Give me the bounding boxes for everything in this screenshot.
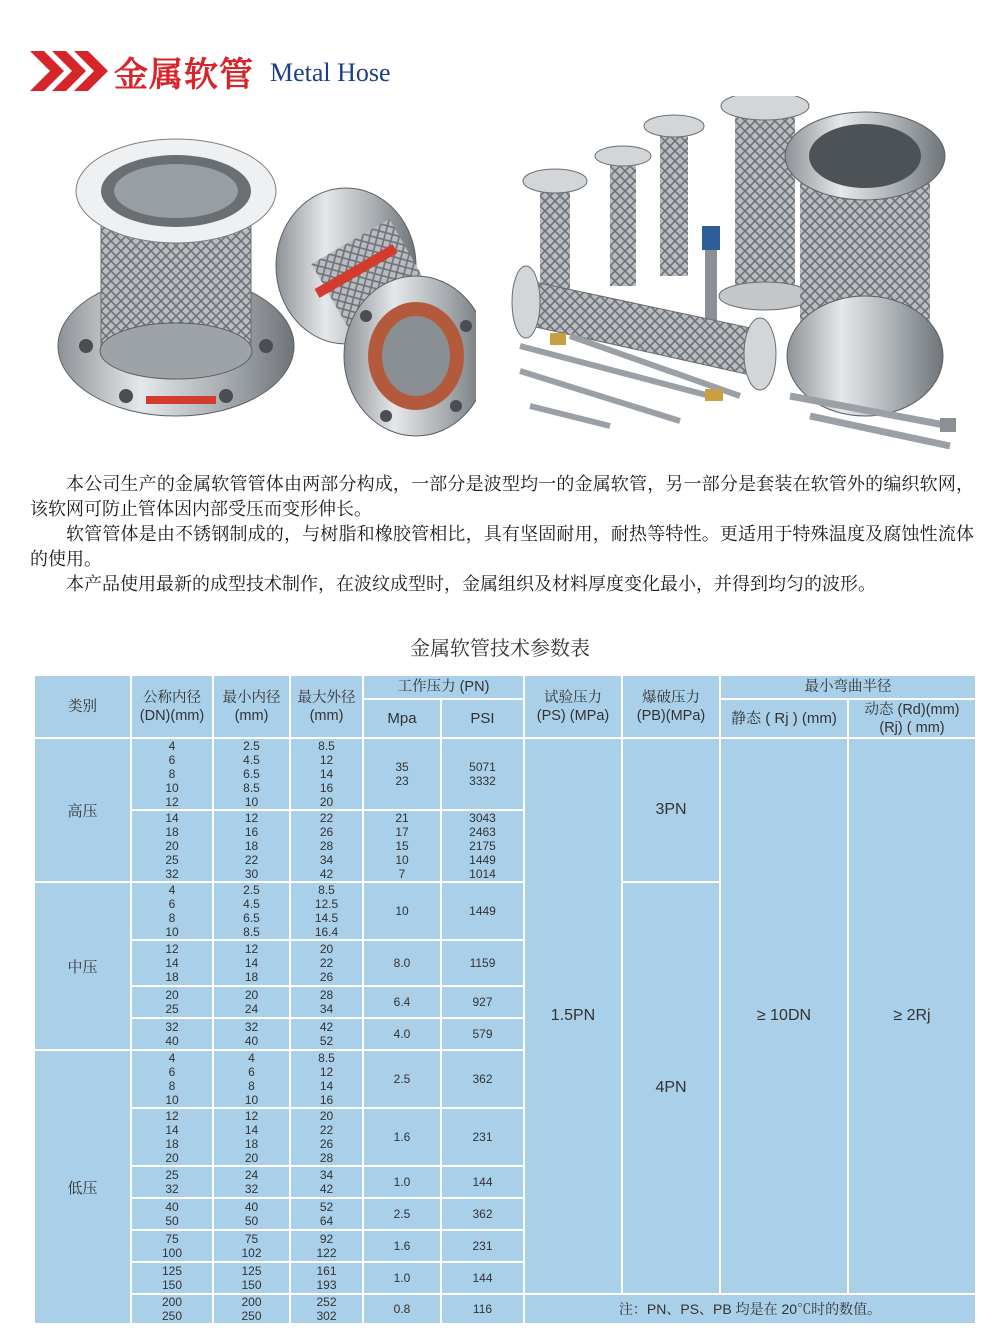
spec-table-body [34,738,976,1324]
cell-value: 122 [316,1246,337,1260]
mpa-cell [363,1294,441,1324]
min-id-cell [213,882,290,940]
min-id-cell [213,1262,290,1294]
cell-value: 12 [244,811,259,825]
max-od-cell [290,1166,363,1198]
cell-value: 75 [244,1232,259,1246]
mpa-cell [363,810,441,882]
cell-value: 8.5 [318,883,335,897]
cell-value: 52 [319,1200,334,1214]
cell-value: 10 [165,925,179,939]
cell-value: 6.5 [243,911,260,925]
psi-cell [441,810,524,882]
max-od-cell [290,940,363,986]
cell-value: 14.5 [314,911,339,925]
cell-value: 8.5 [243,781,260,795]
psi-cell [441,738,524,810]
cell-value: 18 [165,970,179,984]
cell-value: 6.4 [393,995,411,1009]
cell-value: 20 [319,1109,334,1123]
mpa-cell [363,1018,441,1050]
cell-value: 14 [319,767,334,781]
cell-value: 20 [244,988,259,1002]
cell-value: 10 [165,1093,179,1107]
psi-cell [441,940,524,986]
cell-value: 10 [395,904,409,918]
max-od-cell [290,1198,363,1230]
dn-cell [131,986,213,1018]
max-od-cell [290,1262,363,1294]
cell-value: 6 [248,1065,255,1079]
cell-value: 6.5 [243,767,260,781]
cell-value: 362 [472,1072,493,1086]
header-test-pressure: 试验压力 (PS) (MPa) [524,675,622,738]
cell-value: 75 [165,1232,179,1246]
cell-value: 2.5 [243,739,260,753]
cell-value: 34 [319,1168,334,1182]
cell-value: 32 [244,1020,259,1034]
dynamic-radius-value: ≥ 2Rj [848,738,976,1294]
cell-value: 161 [316,1264,337,1278]
cell-value: 14 [244,956,259,970]
cell-value: 12 [319,753,334,767]
header-dynamic: 动态 (Rd)(mm) (Rj) ( mm) [848,699,976,738]
cell-value: 5071 [469,760,496,774]
psi-cell [441,882,524,940]
mpa-cell [363,738,441,810]
cell-value: 26 [319,970,334,984]
dn-cell [131,1198,213,1230]
cell-value: 8.5 [243,925,260,939]
table-row [34,1294,976,1324]
cell-value: 1014 [469,867,496,881]
cell-value: 927 [472,995,493,1009]
cell-value: 4.5 [243,753,260,767]
cell-value: 14 [244,1123,259,1137]
cell-value: 12 [244,1109,259,1123]
cell-value: 144 [472,1271,493,1285]
cell-value: 22 [319,811,334,825]
cell-value: 1.0 [393,1175,411,1189]
cell-value: 1449 [469,904,496,918]
dn-cell [131,940,213,986]
cell-value: 125 [241,1264,262,1278]
cell-value: 8.0 [393,956,411,970]
cell-value: 8.5 [318,739,335,753]
cell-value: 40 [165,1034,179,1048]
cell-value: 24 [244,1002,259,1016]
max-od-cell [290,810,363,882]
cell-value: 116 [472,1302,493,1316]
mpa-cell [363,1050,441,1108]
cell-value: 25 [165,1168,179,1182]
cell-value: 40 [244,1200,259,1214]
cell-value: 24 [244,1168,259,1182]
cell-value: 102 [241,1246,262,1260]
cell-value: 17 [395,825,409,839]
min-id-cell [213,1230,290,1262]
max-od-cell [290,882,363,940]
max-od-cell [290,1108,363,1166]
intro-paragraph-1: 本公司生产的金属软管管体由两部分构成，一部分是波型均一的金属软管，另一部分是套装在软管外的编织软网，该软网可防止管体因内部受压而变形伸长。 [30,474,974,520]
cell-value: 18 [244,970,259,984]
header-dn: 公称内径 (DN)(mm) [131,675,213,738]
page-title-en: Metal Hose [270,58,391,87]
cell-value: 28 [319,839,334,853]
mpa-cell [363,1198,441,1230]
cell-value: 2175 [469,839,496,853]
static-radius-value: ≥ 10DN [720,738,848,1294]
cell-value: 10 [244,1093,259,1107]
max-od-cell [290,738,363,810]
cell-value: 4 [168,739,176,753]
cell-value: 20 [319,942,334,956]
cell-value: 23 [395,774,409,788]
max-od-cell [290,1294,363,1324]
min-id-cell [213,1018,290,1050]
cell-value: 32 [244,1182,259,1196]
cell-value: 12 [165,942,179,956]
cell-value: 1.6 [393,1239,411,1253]
burst-pressure-low: 4PN [622,882,720,1294]
burst-pressure-high: 3PN [622,738,720,882]
dn-cell [131,1230,213,1262]
dn-cell [131,882,213,940]
cell-value: 200 [241,1295,262,1309]
cell-value: 14 [165,811,179,825]
dn-cell [131,1262,213,1294]
mpa-cell [363,882,441,940]
cell-value: 40 [244,1034,259,1048]
cell-value: 0.8 [393,1302,411,1316]
mpa-cell [363,940,441,986]
cell-value: 14 [319,1079,334,1093]
table-note: 注：PN、PS、PB 均是在 20℃时的数值。 [524,1294,976,1324]
cell-value: 18 [165,825,179,839]
cell-value: 7 [398,867,406,881]
cell-value: 200 [161,1295,183,1309]
cell-value: 2.5 [393,1072,411,1086]
cell-value: 32 [165,867,179,881]
header-max-od: 最大外径 (mm) [290,675,363,738]
cell-value: 26 [319,1137,334,1151]
cell-value: 16 [319,781,334,795]
dn-cell [131,1018,213,1050]
cell-value: 12 [244,942,259,956]
cell-value: 20 [165,1151,179,1165]
cell-value: 20 [165,988,179,1002]
header-category: 类别 [34,675,131,738]
psi-cell [441,986,524,1018]
cell-value: 10 [165,781,179,795]
cell-value: 125 [161,1264,183,1278]
cell-value: 30 [244,867,259,881]
mpa-cell [363,1262,441,1294]
cell-value: 144 [472,1175,493,1189]
min-id-cell [213,1198,290,1230]
max-od-cell [290,1018,363,1050]
cell-value: 25 [165,1002,179,1016]
cell-value: 1159 [469,956,496,970]
intro-paragraph-3: 本产品使用最新的成型技术制作，在波纹成型时，金属组织及材料厚度变化最小，并得到均匀的波形。 [66,574,876,595]
cell-value: 34 [319,1002,334,1016]
cell-value: 22 [244,853,259,867]
cell-value: 8.5 [318,1051,335,1065]
cell-value: 20 [244,1151,259,1165]
table-title: 金属软管技术参数表 [410,636,590,660]
cell-value: 10 [244,795,259,809]
cell-value: 52 [319,1034,334,1048]
max-od-cell [290,1050,363,1108]
cell-value: 2463 [469,825,496,839]
cell-value: 64 [319,1214,334,1228]
header-burst-pressure: 爆破压力 (PB)(MPa) [622,675,720,738]
cell-value: 50 [165,1214,179,1228]
cell-value: 25 [165,853,179,867]
cell-value: 3043 [469,811,496,825]
cell-value: 22 [319,1123,334,1137]
cell-value: 302 [316,1309,337,1323]
cell-value: 579 [472,1027,493,1041]
cell-value: 21 [395,811,409,825]
min-id-cell [213,1050,290,1108]
psi-cell [441,1108,524,1166]
min-id-cell [213,1166,290,1198]
cell-value: 12 [165,795,179,809]
min-id-cell [213,1108,290,1166]
header-min-id: 最小内径 (mm) [213,675,290,738]
cell-value: 4 [168,1051,176,1065]
cell-value: 18 [244,1137,259,1151]
cell-value: 42 [319,1182,334,1196]
cell-value: 12 [319,1065,334,1079]
mpa-cell [363,1230,441,1262]
psi-cell [441,1262,524,1294]
psi-cell [441,1166,524,1198]
dn-cell [131,810,213,882]
psi-cell [441,1018,524,1050]
cell-value: 150 [161,1278,183,1292]
cell-value: 16 [244,825,259,839]
cell-value: 8 [168,767,176,781]
intro-text [30,472,974,597]
dn-cell [131,1166,213,1198]
cell-value: 16.4 [314,925,339,939]
max-od-cell [290,1230,363,1262]
category-low: 低压 [34,1050,131,1324]
dn-cell [131,1108,213,1166]
cell-value: 8 [168,1079,176,1093]
cell-value: 18 [244,839,259,853]
cell-value: 2.5 [243,883,260,897]
cell-value: 28 [319,1151,334,1165]
min-id-cell [213,986,290,1018]
page-header [30,46,391,96]
cell-value: 3332 [469,774,496,788]
psi-cell [441,1198,524,1230]
mpa-cell [363,986,441,1018]
cell-value: 32 [165,1182,179,1196]
cell-value: 18 [165,1137,179,1151]
cell-value: 15 [395,839,409,853]
cell-value: 28 [319,988,334,1002]
page-title-cn: 金属软管 [114,54,254,95]
cell-value: 1.0 [393,1271,411,1285]
cell-value: 8 [168,911,176,925]
dn-cell [131,1050,213,1108]
category-high: 高压 [34,738,131,882]
cell-value: 14 [165,956,179,970]
cell-value: 42 [319,1020,334,1034]
cell-value: 16 [319,1093,334,1107]
header-mpa: Mpa [363,699,441,738]
category-mid: 中压 [34,882,131,1050]
cell-value: 6 [168,753,176,767]
cell-value: 14 [165,1123,179,1137]
cell-value: 35 [395,760,409,774]
cell-value: 100 [161,1246,183,1260]
cell-value: 193 [316,1278,337,1292]
min-id-cell [213,810,290,882]
cell-value: 12.5 [314,897,339,911]
cell-value: 250 [241,1309,262,1323]
cell-value: 252 [316,1295,337,1309]
flanged-hose-photo [56,96,476,456]
spec-table [33,674,977,1325]
cell-value: 4.5 [243,897,260,911]
chevron-arrows-icon [30,47,108,95]
header-working-pressure: 工作压力 (PN) [363,675,524,699]
cell-value: 12 [165,1109,179,1123]
cell-value: 34 [319,853,334,867]
cell-value: 26 [319,825,334,839]
cell-value: 50 [244,1214,259,1228]
cell-value: 250 [161,1309,183,1323]
cell-value: 4 [248,1051,255,1065]
table-row [34,738,976,810]
cell-value: 22 [319,956,334,970]
cell-value: 6 [168,897,176,911]
min-id-cell [213,738,290,810]
cell-value: 20 [319,795,334,809]
cell-value: 42 [319,867,334,881]
header-static: 静态 ( Rj ) (mm) [720,699,848,738]
cell-value: 40 [165,1200,179,1214]
cell-value: 150 [241,1278,262,1292]
dn-cell [131,738,213,810]
cell-value: 6 [168,1065,176,1079]
cell-value: 362 [472,1207,493,1221]
cell-value: 4.0 [393,1027,411,1041]
cell-value: 1449 [469,853,496,867]
cell-value: 92 [319,1232,334,1246]
intro-paragraph-2: 软管管体是由不锈钢制成的，与树脂和橡胶管相比，具有坚固耐用，耐热等特性。更适用于特殊温度及腐蚀性流体的使用。 [30,524,974,570]
cell-value: 8 [248,1079,255,1093]
cell-value: 10 [395,853,409,867]
cell-value: 20 [165,839,179,853]
cell-value: 231 [472,1130,493,1144]
max-od-cell [290,986,363,1018]
header-min-bend-radius: 最小弯曲半径 [720,675,976,699]
mpa-cell [363,1166,441,1198]
cell-value: 4 [168,883,176,897]
psi-cell [441,1294,524,1324]
min-id-cell [213,1294,290,1324]
cell-value: 231 [472,1239,493,1253]
cell-value: 32 [165,1020,179,1034]
mpa-cell [363,1108,441,1166]
header-psi: PSI [441,699,524,738]
psi-cell [441,1230,524,1262]
psi-cell [441,1050,524,1108]
hose-assortment-photo [510,96,980,456]
cell-value: 2.5 [393,1207,411,1221]
test-pressure-value: 1.5PN [524,738,622,1294]
cell-value: 1.6 [393,1130,411,1144]
dn-cell [131,1294,213,1324]
min-id-cell [213,940,290,986]
